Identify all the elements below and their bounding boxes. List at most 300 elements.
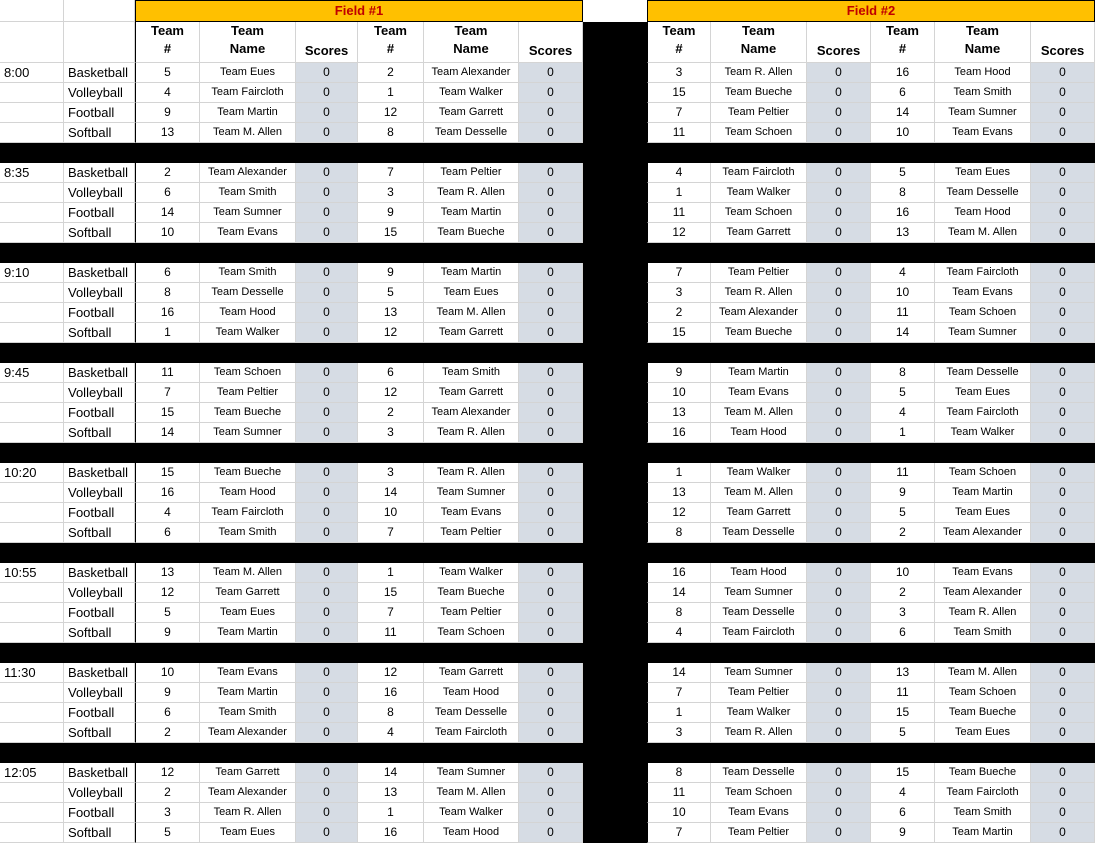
time-cell[interactable] <box>0 803 64 823</box>
team-name-cell[interactable]: Team Sumner <box>200 203 296 223</box>
team-name-cell[interactable]: Team Alexander <box>200 783 296 803</box>
team-number-cell[interactable]: 15 <box>871 763 935 783</box>
team-number-cell[interactable]: 16 <box>358 823 424 843</box>
score-cell[interactable]: 0 <box>519 803 583 823</box>
team-number-cell[interactable]: 11 <box>135 363 200 383</box>
team-number-cell[interactable]: 15 <box>358 223 424 243</box>
team-name-cell[interactable]: Team Bueche <box>200 403 296 423</box>
sport-cell[interactable]: Football <box>64 803 135 823</box>
team-number-cell[interactable]: 5 <box>871 383 935 403</box>
score-cell[interactable]: 0 <box>1031 763 1095 783</box>
score-cell[interactable]: 0 <box>807 583 871 603</box>
team-number-cell[interactable]: 14 <box>871 103 935 123</box>
team-name-cell[interactable]: Team Alexander <box>935 583 1031 603</box>
score-cell[interactable]: 0 <box>1031 663 1095 683</box>
score-cell[interactable]: 0 <box>1031 803 1095 823</box>
team-name-cell[interactable]: Team Smith <box>200 183 296 203</box>
team-name-cell[interactable]: Team Schoen <box>424 623 519 643</box>
score-cell[interactable]: 0 <box>1031 103 1095 123</box>
score-cell[interactable]: 0 <box>807 423 871 443</box>
score-cell[interactable]: 0 <box>519 783 583 803</box>
team-name-cell[interactable]: Team Faircloth <box>935 263 1031 283</box>
sport-cell[interactable]: Basketball <box>64 763 135 783</box>
score-cell[interactable]: 0 <box>807 683 871 703</box>
time-cell[interactable] <box>0 83 64 103</box>
team-number-cell[interactable]: 16 <box>647 563 711 583</box>
team-number-cell[interactable]: 2 <box>135 783 200 803</box>
team-name-cell[interactable]: Team Faircloth <box>935 783 1031 803</box>
score-cell[interactable]: 0 <box>1031 63 1095 83</box>
score-cell[interactable]: 0 <box>807 163 871 183</box>
team-number-cell[interactable]: 6 <box>871 803 935 823</box>
team-number-cell[interactable]: 8 <box>358 703 424 723</box>
team-number-cell[interactable]: 9 <box>871 483 935 503</box>
team-name-cell[interactable]: Team Bueche <box>424 223 519 243</box>
score-cell[interactable]: 0 <box>807 823 871 843</box>
team-name-cell[interactable]: Team Walker <box>935 423 1031 443</box>
team-name-cell[interactable]: Team Evans <box>424 503 519 523</box>
score-cell[interactable]: 0 <box>807 183 871 203</box>
score-cell[interactable]: 0 <box>807 603 871 623</box>
team-number-cell[interactable]: 6 <box>135 263 200 283</box>
time-cell[interactable] <box>0 303 64 323</box>
score-cell[interactable]: 0 <box>807 523 871 543</box>
team-number-cell[interactable]: 8 <box>647 763 711 783</box>
score-cell[interactable]: 0 <box>519 383 583 403</box>
team-name-cell[interactable]: Team Evans <box>200 663 296 683</box>
team-number-cell[interactable]: 9 <box>135 623 200 643</box>
score-cell[interactable]: 0 <box>1031 523 1095 543</box>
team-number-cell[interactable]: 13 <box>358 303 424 323</box>
team-name-cell[interactable]: Team Peltier <box>424 603 519 623</box>
team-name-cell[interactable]: Team Desselle <box>935 183 1031 203</box>
team-name-cell[interactable]: Team Desselle <box>711 523 807 543</box>
team-name-cell[interactable]: Team Bueche <box>200 463 296 483</box>
score-cell[interactable]: 0 <box>519 463 583 483</box>
sport-cell[interactable]: Softball <box>64 623 135 643</box>
score-cell[interactable]: 0 <box>296 623 358 643</box>
sport-cell[interactable]: Softball <box>64 423 135 443</box>
score-cell[interactable]: 0 <box>296 523 358 543</box>
sport-cell[interactable]: Football <box>64 403 135 423</box>
score-cell[interactable]: 0 <box>296 263 358 283</box>
time-cell[interactable] <box>0 483 64 503</box>
team-name-cell[interactable]: Team Martin <box>200 103 296 123</box>
team-number-cell[interactable]: 12 <box>358 103 424 123</box>
corner-cell[interactable] <box>0 0 64 22</box>
team-name-cell[interactable]: Team Smith <box>200 703 296 723</box>
team-number-cell[interactable]: 11 <box>871 303 935 323</box>
score-cell[interactable]: 0 <box>807 203 871 223</box>
score-cell[interactable]: 0 <box>519 163 583 183</box>
team-number-cell[interactable]: 16 <box>871 203 935 223</box>
team-name-cell[interactable]: Team M. Allen <box>935 223 1031 243</box>
team-name-cell[interactable]: Team Walker <box>424 563 519 583</box>
team-number-cell[interactable]: 4 <box>358 723 424 743</box>
team-number-cell[interactable]: 8 <box>647 523 711 543</box>
team-name-cell[interactable]: Team Alexander <box>424 403 519 423</box>
team-name-cell[interactable]: Team Martin <box>200 683 296 703</box>
time-cell[interactable] <box>0 523 64 543</box>
time-cell[interactable] <box>0 723 64 743</box>
team-number-cell[interactable]: 14 <box>358 483 424 503</box>
score-cell[interactable]: 0 <box>519 323 583 343</box>
team-name-cell[interactable]: Team Sumner <box>935 103 1031 123</box>
team-number-cell[interactable]: 8 <box>135 283 200 303</box>
score-cell[interactable]: 0 <box>296 83 358 103</box>
team-number-cell[interactable]: 10 <box>358 503 424 523</box>
team-name-cell[interactable]: Team Alexander <box>711 303 807 323</box>
sport-cell[interactable]: Volleyball <box>64 783 135 803</box>
score-cell[interactable]: 0 <box>807 383 871 403</box>
score-cell[interactable]: 0 <box>807 103 871 123</box>
team-name-cell[interactable]: Team M. Allen <box>424 783 519 803</box>
team-number-cell[interactable]: 6 <box>871 83 935 103</box>
score-cell[interactable]: 0 <box>296 123 358 143</box>
team-number-cell[interactable]: 6 <box>135 523 200 543</box>
score-cell[interactable]: 0 <box>807 503 871 523</box>
sport-cell[interactable]: Basketball <box>64 163 135 183</box>
team-name-cell[interactable]: Team M. Allen <box>424 303 519 323</box>
score-cell[interactable]: 0 <box>296 183 358 203</box>
team-name-cell[interactable]: Team Garrett <box>424 663 519 683</box>
sport-cell[interactable]: Softball <box>64 723 135 743</box>
sport-cell[interactable]: Basketball <box>64 263 135 283</box>
sport-cell[interactable]: Football <box>64 703 135 723</box>
team-name-cell[interactable]: Team Martin <box>935 823 1031 843</box>
score-cell[interactable]: 0 <box>807 83 871 103</box>
score-cell[interactable]: 0 <box>1031 303 1095 323</box>
time-cell[interactable] <box>0 223 64 243</box>
team-number-cell[interactable]: 5 <box>871 163 935 183</box>
time-cell[interactable] <box>0 123 64 143</box>
score-cell[interactable]: 0 <box>807 403 871 423</box>
team-name-cell[interactable]: Team Desselle <box>711 603 807 623</box>
team-name-cell[interactable]: Team Walker <box>424 803 519 823</box>
team-name-cell[interactable]: Team M. Allen <box>711 483 807 503</box>
score-cell[interactable]: 0 <box>519 103 583 123</box>
team-name-cell[interactable]: Team Eues <box>935 503 1031 523</box>
time-cell[interactable] <box>0 403 64 423</box>
team-name-cell[interactable]: Team Garrett <box>424 383 519 403</box>
team-number-cell[interactable]: 13 <box>135 123 200 143</box>
team-name-cell[interactable]: Team Walker <box>711 183 807 203</box>
score-cell[interactable]: 0 <box>807 123 871 143</box>
score-cell[interactable]: 0 <box>296 103 358 123</box>
team-name-cell[interactable]: Team M. Allen <box>200 123 296 143</box>
team-number-cell[interactable]: 14 <box>135 203 200 223</box>
sport-cell[interactable]: Volleyball <box>64 483 135 503</box>
team-number-cell[interactable]: 5 <box>135 63 200 83</box>
team-name-cell[interactable]: Team R. Allen <box>424 463 519 483</box>
team-name-cell[interactable]: Team Bueche <box>424 583 519 603</box>
score-cell[interactable]: 0 <box>1031 723 1095 743</box>
score-cell[interactable]: 0 <box>1031 263 1095 283</box>
team-number-cell[interactable]: 2 <box>358 63 424 83</box>
score-cell[interactable]: 0 <box>519 483 583 503</box>
team-name-cell[interactable]: Team Faircloth <box>711 623 807 643</box>
score-cell[interactable]: 0 <box>1031 503 1095 523</box>
score-cell[interactable]: 0 <box>296 723 358 743</box>
score-cell[interactable]: 0 <box>807 663 871 683</box>
team-name-cell[interactable]: Team Schoen <box>711 783 807 803</box>
team-name-cell[interactable]: Team M. Allen <box>935 663 1031 683</box>
team-name-cell[interactable]: Team Schoen <box>711 123 807 143</box>
team-name-cell[interactable]: Team Evans <box>935 123 1031 143</box>
team-name-cell[interactable]: Team Alexander <box>200 163 296 183</box>
team-number-cell[interactable]: 12 <box>135 583 200 603</box>
team-number-cell[interactable]: 14 <box>358 763 424 783</box>
team-name-cell[interactable]: Team Hood <box>200 303 296 323</box>
team-number-cell[interactable]: 7 <box>358 523 424 543</box>
score-cell[interactable]: 0 <box>1031 183 1095 203</box>
time-cell[interactable] <box>0 603 64 623</box>
team-number-cell[interactable]: 3 <box>358 423 424 443</box>
corner-cell[interactable] <box>0 22 64 63</box>
score-cell[interactable]: 0 <box>1031 383 1095 403</box>
score-cell[interactable]: 0 <box>296 383 358 403</box>
score-cell[interactable]: 0 <box>1031 603 1095 623</box>
score-cell[interactable]: 0 <box>807 623 871 643</box>
team-number-cell[interactable]: 13 <box>135 563 200 583</box>
time-cell[interactable] <box>0 183 64 203</box>
score-cell[interactable]: 0 <box>519 83 583 103</box>
team-number-cell[interactable]: 10 <box>871 563 935 583</box>
team-number-cell[interactable]: 4 <box>647 623 711 643</box>
time-cell[interactable]: 10:55 <box>0 563 64 583</box>
time-cell[interactable] <box>0 783 64 803</box>
team-number-cell[interactable]: 1 <box>647 703 711 723</box>
sport-cell[interactable]: Football <box>64 103 135 123</box>
team-number-cell[interactable]: 9 <box>647 363 711 383</box>
score-cell[interactable]: 0 <box>807 63 871 83</box>
team-number-cell[interactable]: 15 <box>135 403 200 423</box>
sport-cell[interactable]: Softball <box>64 123 135 143</box>
team-name-cell[interactable]: Team Eues <box>935 723 1031 743</box>
team-name-cell[interactable]: Team Garrett <box>711 223 807 243</box>
team-name-cell[interactable]: Team Sumner <box>935 323 1031 343</box>
team-number-cell[interactable]: 13 <box>647 483 711 503</box>
team-name-cell[interactable]: Team Garrett <box>424 323 519 343</box>
score-cell[interactable]: 0 <box>1031 483 1095 503</box>
time-cell[interactable]: 9:45 <box>0 363 64 383</box>
time-cell[interactable] <box>0 623 64 643</box>
team-number-cell[interactable]: 6 <box>135 703 200 723</box>
team-name-cell[interactable]: Team R. Allen <box>424 183 519 203</box>
score-cell[interactable]: 0 <box>296 223 358 243</box>
team-number-cell[interactable]: 5 <box>871 503 935 523</box>
time-cell[interactable]: 9:10 <box>0 263 64 283</box>
score-cell[interactable]: 0 <box>1031 823 1095 843</box>
team-number-cell[interactable]: 9 <box>871 823 935 843</box>
team-name-cell[interactable]: Team Hood <box>711 423 807 443</box>
team-name-cell[interactable]: Team Eues <box>200 603 296 623</box>
time-cell[interactable]: 10:20 <box>0 463 64 483</box>
team-number-cell[interactable]: 12 <box>358 323 424 343</box>
score-cell[interactable]: 0 <box>807 223 871 243</box>
score-cell[interactable]: 0 <box>296 463 358 483</box>
score-cell[interactable]: 0 <box>807 803 871 823</box>
team-name-cell[interactable]: Team Peltier <box>200 383 296 403</box>
score-cell[interactable]: 0 <box>807 303 871 323</box>
team-name-cell[interactable]: Team Hood <box>935 203 1031 223</box>
team-name-cell[interactable]: Team Peltier <box>711 103 807 123</box>
team-number-cell[interactable]: 7 <box>135 383 200 403</box>
team-number-cell[interactable]: 8 <box>358 123 424 143</box>
team-number-cell[interactable]: 11 <box>358 623 424 643</box>
team-name-cell[interactable]: Team Walker <box>711 463 807 483</box>
score-cell[interactable]: 0 <box>519 703 583 723</box>
team-number-cell[interactable]: 14 <box>135 423 200 443</box>
score-cell[interactable]: 0 <box>296 323 358 343</box>
team-name-cell[interactable]: Team Bueche <box>711 83 807 103</box>
team-name-cell[interactable]: Team Alexander <box>935 523 1031 543</box>
score-cell[interactable]: 0 <box>519 363 583 383</box>
team-name-cell[interactable]: Team Desselle <box>711 763 807 783</box>
score-cell[interactable]: 0 <box>1031 403 1095 423</box>
score-cell[interactable]: 0 <box>519 63 583 83</box>
team-number-cell[interactable]: 9 <box>135 683 200 703</box>
score-cell[interactable]: 0 <box>519 623 583 643</box>
team-name-cell[interactable]: Team Faircloth <box>200 83 296 103</box>
score-cell[interactable]: 0 <box>296 683 358 703</box>
sport-cell[interactable]: Softball <box>64 323 135 343</box>
score-cell[interactable]: 0 <box>519 223 583 243</box>
team-number-cell[interactable]: 14 <box>647 583 711 603</box>
team-number-cell[interactable]: 3 <box>358 463 424 483</box>
team-number-cell[interactable]: 12 <box>647 223 711 243</box>
team-number-cell[interactable]: 5 <box>135 603 200 623</box>
sport-cell[interactable]: Volleyball <box>64 183 135 203</box>
score-cell[interactable]: 0 <box>807 283 871 303</box>
team-number-cell[interactable]: 11 <box>871 683 935 703</box>
team-name-cell[interactable]: Team Eues <box>935 383 1031 403</box>
time-cell[interactable] <box>0 323 64 343</box>
sport-cell[interactable]: Softball <box>64 223 135 243</box>
time-cell[interactable] <box>0 823 64 843</box>
team-number-cell[interactable]: 2 <box>135 163 200 183</box>
team-name-cell[interactable]: Team Evans <box>935 283 1031 303</box>
sport-cell[interactable]: Volleyball <box>64 583 135 603</box>
team-name-cell[interactable]: Team Smith <box>935 803 1031 823</box>
team-number-cell[interactable]: 9 <box>358 263 424 283</box>
score-cell[interactable]: 0 <box>519 203 583 223</box>
team-name-cell[interactable]: Team R. Allen <box>424 423 519 443</box>
team-number-cell[interactable]: 7 <box>647 263 711 283</box>
team-number-cell[interactable]: 10 <box>871 283 935 303</box>
team-number-cell[interactable]: 1 <box>871 423 935 443</box>
team-name-cell[interactable]: Team Martin <box>711 363 807 383</box>
team-name-cell[interactable]: Team Hood <box>711 563 807 583</box>
score-cell[interactable]: 0 <box>1031 683 1095 703</box>
team-number-cell[interactable]: 4 <box>135 503 200 523</box>
team-number-cell[interactable]: 11 <box>647 783 711 803</box>
score-cell[interactable]: 0 <box>1031 83 1095 103</box>
team-number-cell[interactable]: 4 <box>871 403 935 423</box>
score-cell[interactable]: 0 <box>296 663 358 683</box>
score-cell[interactable]: 0 <box>296 423 358 443</box>
score-cell[interactable]: 0 <box>1031 203 1095 223</box>
score-cell[interactable]: 0 <box>296 483 358 503</box>
team-name-cell[interactable]: Team Martin <box>200 623 296 643</box>
sport-cell[interactable]: Softball <box>64 523 135 543</box>
team-name-cell[interactable]: Team Martin <box>424 203 519 223</box>
score-cell[interactable]: 0 <box>807 703 871 723</box>
team-number-cell[interactable]: 6 <box>871 623 935 643</box>
team-name-cell[interactable]: Team Garrett <box>200 763 296 783</box>
sport-cell[interactable]: Volleyball <box>64 383 135 403</box>
team-number-cell[interactable]: 10 <box>871 123 935 143</box>
team-number-cell[interactable]: 4 <box>647 163 711 183</box>
team-name-cell[interactable]: Team Walker <box>424 83 519 103</box>
team-number-cell[interactable]: 14 <box>647 663 711 683</box>
score-cell[interactable]: 0 <box>807 563 871 583</box>
team-name-cell[interactable]: Team Peltier <box>711 263 807 283</box>
score-cell[interactable]: 0 <box>519 563 583 583</box>
time-cell[interactable] <box>0 583 64 603</box>
team-name-cell[interactable]: Team Martin <box>935 483 1031 503</box>
team-number-cell[interactable]: 1 <box>358 83 424 103</box>
team-number-cell[interactable]: 14 <box>871 323 935 343</box>
team-number-cell[interactable]: 15 <box>358 583 424 603</box>
time-cell[interactable] <box>0 103 64 123</box>
time-cell[interactable]: 11:30 <box>0 663 64 683</box>
score-cell[interactable]: 0 <box>296 63 358 83</box>
sport-cell[interactable]: Softball <box>64 823 135 843</box>
team-number-cell[interactable]: 10 <box>647 383 711 403</box>
score-cell[interactable]: 0 <box>519 663 583 683</box>
score-cell[interactable]: 0 <box>296 303 358 323</box>
team-number-cell[interactable]: 4 <box>871 783 935 803</box>
team-name-cell[interactable]: Team Smith <box>200 263 296 283</box>
score-cell[interactable]: 0 <box>1031 463 1095 483</box>
score-cell[interactable]: 0 <box>296 503 358 523</box>
score-cell[interactable]: 0 <box>1031 703 1095 723</box>
team-number-cell[interactable]: 10 <box>135 223 200 243</box>
team-number-cell[interactable]: 11 <box>871 463 935 483</box>
team-name-cell[interactable]: Team Eues <box>424 283 519 303</box>
team-name-cell[interactable]: Team Smith <box>935 623 1031 643</box>
team-number-cell[interactable]: 16 <box>358 683 424 703</box>
score-cell[interactable]: 0 <box>296 783 358 803</box>
team-number-cell[interactable]: 9 <box>135 103 200 123</box>
team-name-cell[interactable]: Team Desselle <box>424 703 519 723</box>
score-cell[interactable]: 0 <box>807 723 871 743</box>
team-number-cell[interactable]: 3 <box>358 183 424 203</box>
team-name-cell[interactable]: Team R. Allen <box>711 283 807 303</box>
score-cell[interactable]: 0 <box>519 303 583 323</box>
team-name-cell[interactable]: Team Schoen <box>711 203 807 223</box>
score-cell[interactable]: 0 <box>296 603 358 623</box>
sport-cell[interactable]: Volleyball <box>64 683 135 703</box>
team-number-cell[interactable]: 6 <box>358 363 424 383</box>
team-number-cell[interactable]: 6 <box>135 183 200 203</box>
score-cell[interactable]: 0 <box>519 283 583 303</box>
score-cell[interactable]: 0 <box>519 123 583 143</box>
score-cell[interactable]: 0 <box>519 523 583 543</box>
team-number-cell[interactable]: 11 <box>647 203 711 223</box>
team-name-cell[interactable]: Team R. Allen <box>711 723 807 743</box>
score-cell[interactable]: 0 <box>519 723 583 743</box>
score-cell[interactable]: 0 <box>1031 583 1095 603</box>
team-name-cell[interactable]: Team Desselle <box>424 123 519 143</box>
team-number-cell[interactable]: 15 <box>871 703 935 723</box>
team-number-cell[interactable]: 4 <box>871 263 935 283</box>
team-name-cell[interactable]: Team Evans <box>935 563 1031 583</box>
team-name-cell[interactable]: Team Eues <box>200 823 296 843</box>
score-cell[interactable]: 0 <box>296 563 358 583</box>
score-cell[interactable]: 0 <box>519 583 583 603</box>
